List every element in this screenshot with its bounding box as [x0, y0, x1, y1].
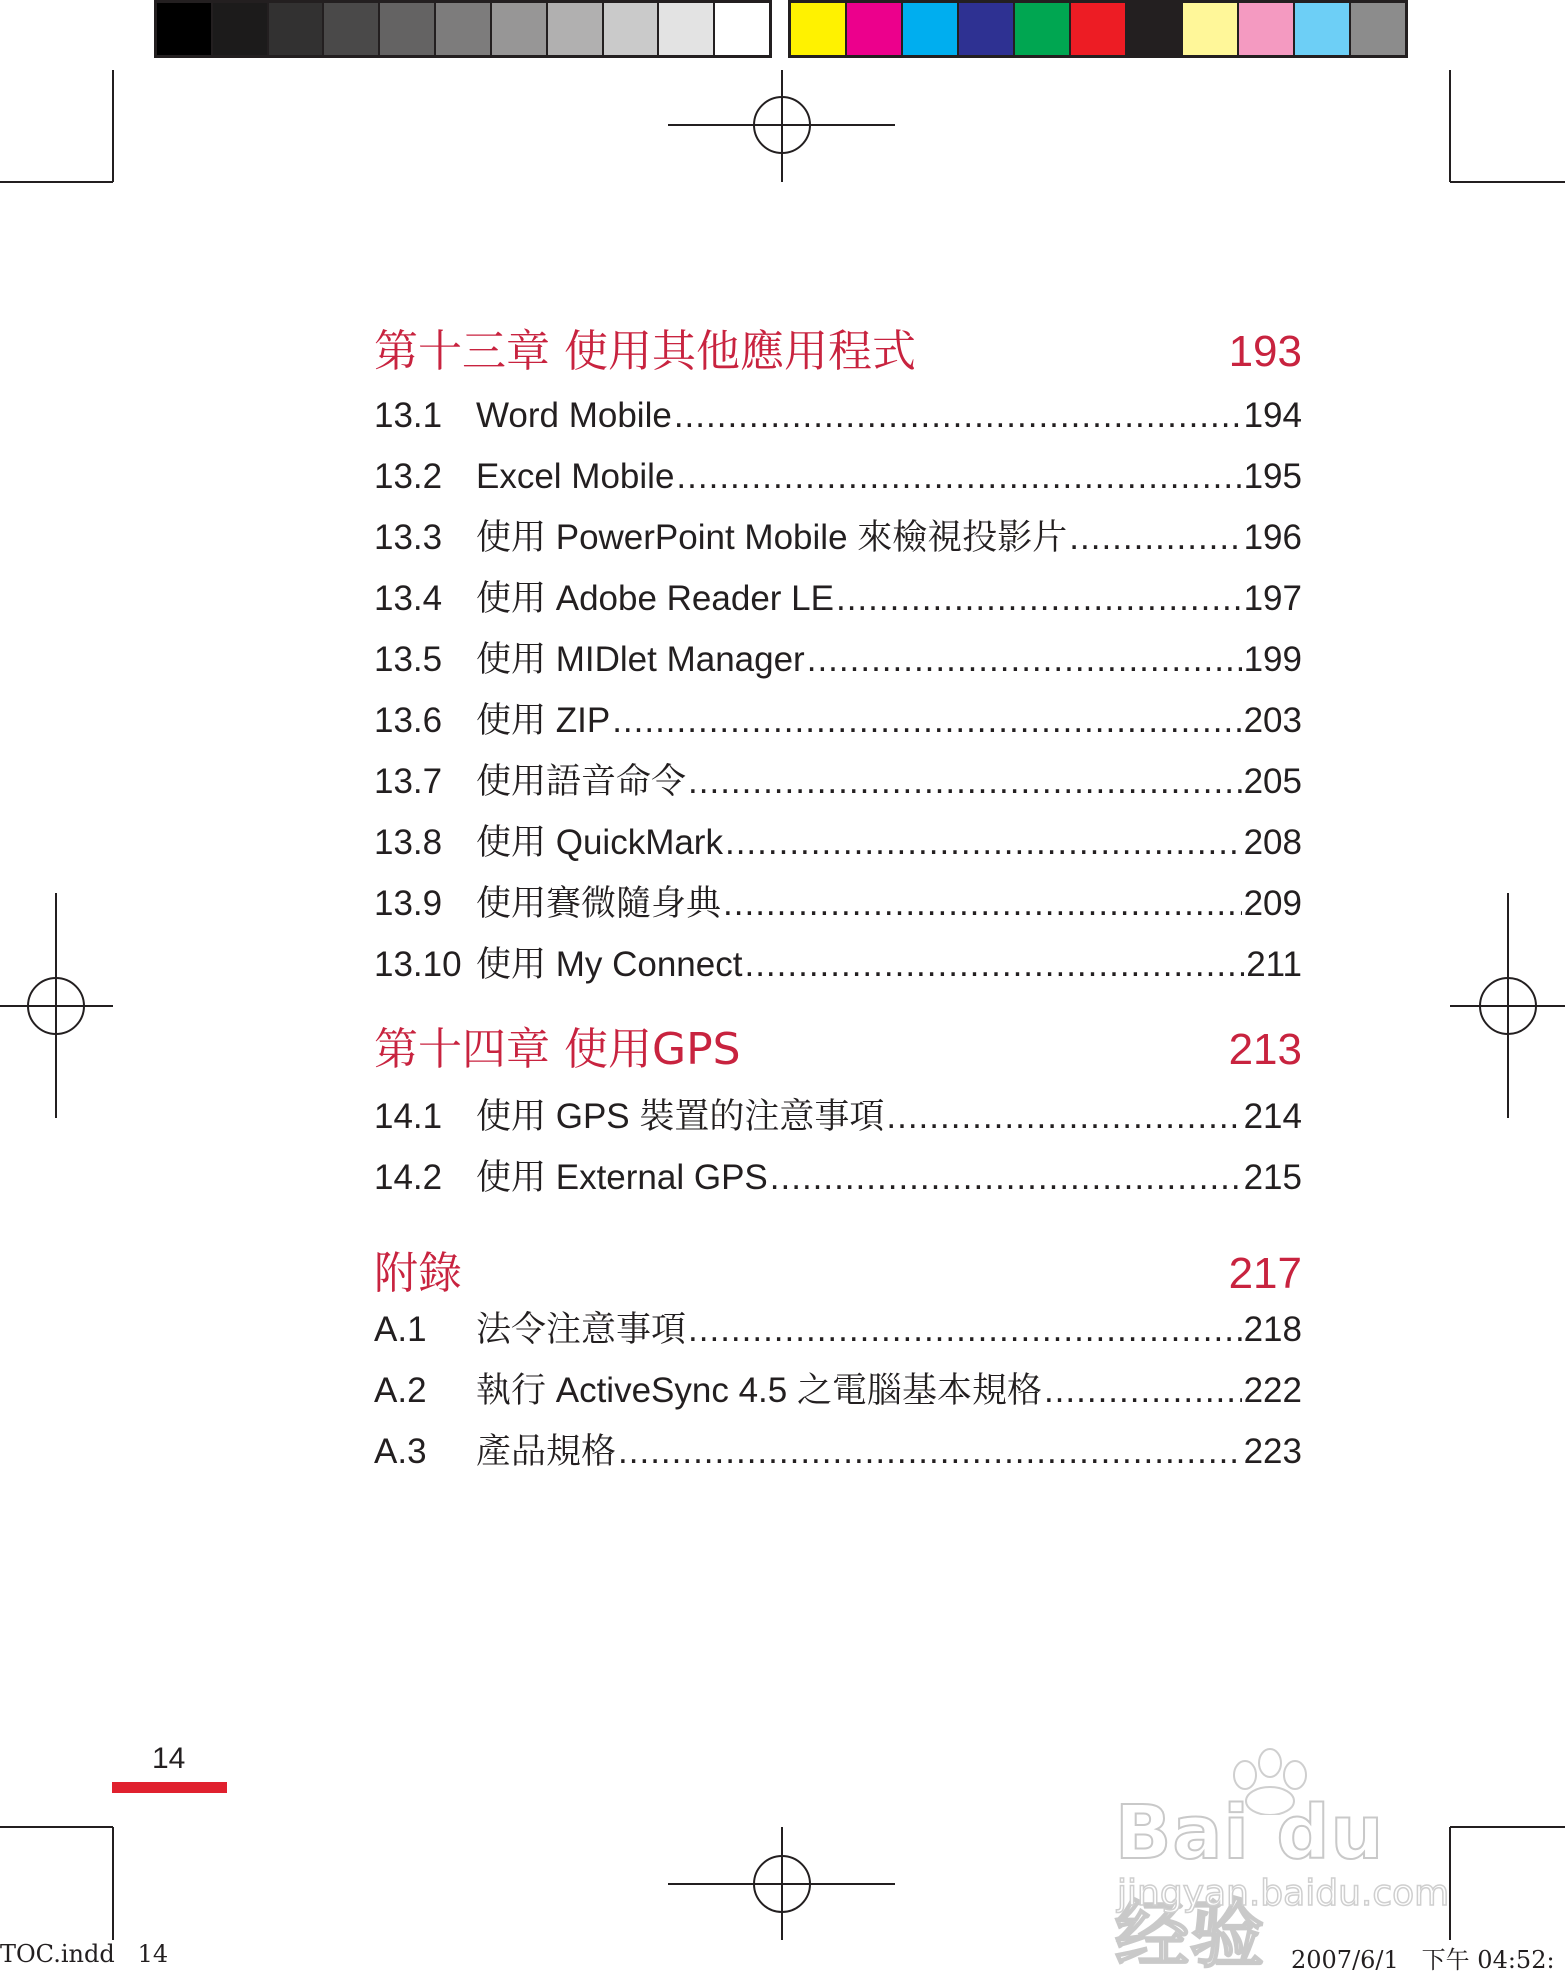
toc-entry	[374, 1160, 1302, 1195]
entry-number: A.1	[374, 1310, 427, 1349]
chapter-heading	[374, 326, 1302, 377]
chapter-page: 217	[1228, 1249, 1302, 1298]
entry-number: 13.4	[374, 579, 443, 618]
entry-label: 使用 GPS 裝置的注意事項	[476, 1097, 885, 1136]
registration-mark-icon	[668, 1827, 895, 1940]
dot-leader	[676, 459, 1241, 494]
entry-label: 使用 External GPS	[476, 1158, 768, 1197]
entry-number: 14.2	[374, 1158, 443, 1197]
toc-entry	[374, 1099, 1302, 1134]
entry-label: 產品規格	[476, 1432, 617, 1471]
page-number-bar	[112, 1782, 227, 1793]
dot-leader	[612, 703, 1241, 738]
toc-entry	[374, 520, 1302, 555]
entry-number: 13.6	[374, 701, 443, 740]
entry-number: 14.1	[374, 1097, 443, 1136]
entry-label: 使用 PowerPoint Mobile 來檢視投影片	[476, 518, 1068, 557]
entry-label: 使用賽微隨身典	[476, 884, 722, 923]
chapter-heading	[374, 1248, 1302, 1299]
toc-entry	[374, 947, 1302, 982]
entry-page: 194	[1243, 396, 1302, 435]
dot-leader	[688, 764, 1242, 799]
entry-label: 執行 ActiveSync 4.5 之電腦基本規格	[476, 1371, 1042, 1410]
toc-entry	[374, 703, 1302, 738]
dot-leader	[725, 825, 1242, 860]
entry-number: 13.3	[374, 518, 443, 557]
entry-number: A.3	[374, 1432, 427, 1471]
entry-number: A.2	[374, 1371, 427, 1410]
entry-page: 205	[1243, 762, 1302, 801]
entry-label: 使用語音命令	[476, 762, 687, 801]
watermark-text: Bai du 经验	[1115, 1790, 1385, 1978]
registration-mark-icon	[668, 70, 895, 182]
entry-number: 13.2	[374, 457, 443, 496]
dot-leader	[674, 398, 1242, 433]
entry-page: 208	[1243, 823, 1302, 862]
entry-number: 13.1	[374, 396, 443, 435]
dot-leader	[618, 1434, 1242, 1469]
chapter-title: 附錄	[374, 1248, 462, 1299]
entry-label: 使用 MIDlet Manager	[476, 640, 805, 679]
dot-leader	[688, 1312, 1242, 1347]
dot-leader	[807, 642, 1242, 677]
dot-leader	[1069, 520, 1241, 555]
entry-page: 215	[1243, 1158, 1302, 1197]
dot-leader	[836, 581, 1242, 616]
chapter-page: 213	[1228, 1025, 1302, 1074]
dot-leader	[770, 1160, 1242, 1195]
entry-page: 196	[1243, 518, 1302, 557]
dot-leader	[886, 1099, 1241, 1134]
entry-label: 使用 Adobe Reader LE	[476, 579, 834, 618]
entry-page: 222	[1243, 1371, 1302, 1410]
page-number: 14	[152, 1742, 186, 1775]
dot-leader	[744, 947, 1244, 982]
entry-label: 使用 ZIP	[476, 701, 611, 740]
toc-entry	[374, 1373, 1302, 1408]
registration-mark-icon	[0, 893, 113, 1118]
entry-label: 法令注意事項	[476, 1310, 687, 1349]
entry-label: Word Mobile	[476, 396, 672, 435]
entry-page: 218	[1243, 1310, 1302, 1349]
file-slug: TOC.indd 14	[0, 1940, 169, 1968]
toc-entry	[374, 1434, 1302, 1469]
chapter-title: 第十三章 使用其他應用程式	[374, 326, 916, 377]
entry-page: 223	[1243, 1432, 1302, 1471]
entry-page: 203	[1243, 701, 1302, 740]
date-slug: 2007/6/1 下午 04:52:	[1291, 1946, 1555, 1974]
watermark-url: jingyan.baidu.com	[1117, 1873, 1450, 1914]
toc-entry	[374, 459, 1302, 494]
entry-page: 197	[1243, 579, 1302, 618]
entry-page: 209	[1243, 884, 1302, 923]
entry-label: 使用 My Connect	[476, 945, 743, 984]
dot-leader	[723, 886, 1242, 921]
dot-leader	[1044, 1373, 1242, 1408]
entry-number: 13.9	[374, 884, 443, 923]
toc-entry	[374, 825, 1302, 860]
registration-mark-icon	[1450, 893, 1565, 1118]
chapter-page: 193	[1228, 327, 1302, 376]
chapter-title: 第十四章 使用GPS	[374, 1024, 741, 1075]
toc-entry	[374, 886, 1302, 921]
entry-page: 195	[1243, 457, 1302, 496]
entry-number: 13.10	[374, 945, 462, 984]
toc-entry	[374, 581, 1302, 616]
toc-entry	[374, 1312, 1302, 1347]
entry-label: 使用 QuickMark	[476, 823, 723, 862]
entry-number: 13.8	[374, 823, 443, 862]
entry-label: Excel Mobile	[476, 457, 675, 496]
entry-page: 211	[1246, 945, 1302, 984]
entry-page: 214	[1243, 1097, 1302, 1136]
entry-number: 13.5	[374, 640, 443, 679]
toc-entry	[374, 398, 1302, 433]
toc-entry	[374, 642, 1302, 677]
entry-page: 199	[1243, 640, 1302, 679]
entry-number: 13.7	[374, 762, 443, 801]
chapter-heading	[374, 1024, 1302, 1075]
toc-entry	[374, 764, 1302, 799]
